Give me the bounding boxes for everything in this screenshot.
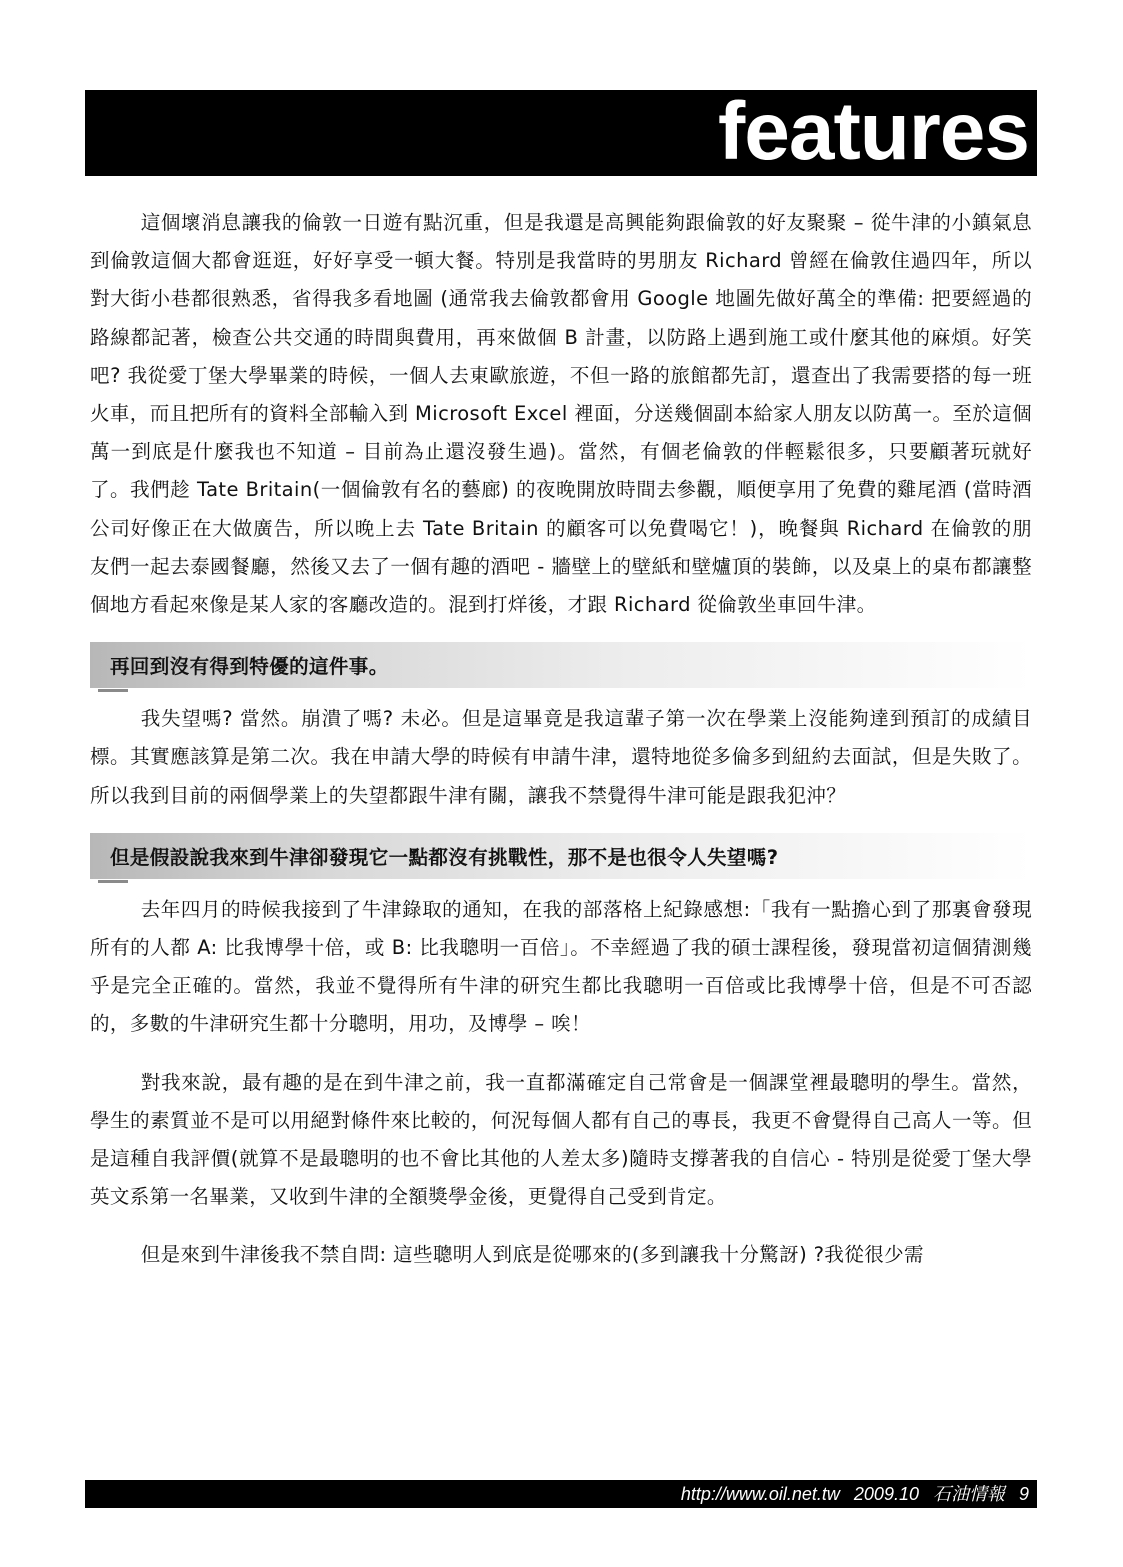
footer-info: [667, 1483, 1029, 1505]
paragraph: 我失望嗎? 當然。崩潰了嗎? 未必。但是這畢竟是我這輩子第一次在學業上沒能夠達到預訂的成績目標。其實應該算是第二次。我在申請大學的時候有申請牛津，還特地從多倫多到紐約去面試，但是失敗了。所以我到目前的兩個學業上的失望都跟牛津有關，讓我不禁覺得牛津可能是跟我犯沖？: [90, 707, 1032, 807]
paragraph: 去年四月的時候我接到了牛津錄取的通知，在我的部落格上紀錄感想:「我有一點擔心到了那裏會發現所有的人都 A: 比我博學十倍，或 B: 比我聰明一百倍」。不幸經過了我的碩士課程後，發現當初這個猜測幾乎是完全正確的。當然，我並不覺得所有牛津的研究生都比我聰明一百倍或比我博學十倍，但是不可否認的，多數的牛津研究生都十分聰明，用功，及博學 – 唉！: [90, 897, 1032, 1036]
header-bar: [85, 86, 1037, 177]
paragraph: 這個壞消息讓我的倫敦一日遊有點沉重，但是我還是高興能夠跟倫敦的好友聚聚 – 從牛津的小鎮氣息到倫敦這個大都會逛逛，好好享受一頓大餐。特別是我當時的男朋友 Richard 曾經在倫敦住過四年，所以對大街小巷都很熟悉，省得我多看地圖 (通常我去倫敦都會用 Google 地圖先做好萬全的準備: 把要經過的路線都記著，檢查公共交通的時間與費用，再來做個 B 計畫，以防路上遇到施工或什麼其他的麻煩。好笑吧? 我從愛丁堡大學畢業的時候，一個人去東歐旅遊，不但一路的旅館都先訂，還查出了我需要搭的每一班火車，而且把所有的資料全部輸入到 Microsoft Excel 裡面，分送幾個副本給家人朋友以防萬一。至於這個萬一到底是什麼我也不知道 – 目前為止還沒發生過)。當然，有個老倫敦的伴輕鬆很多，只要顧著玩就好了。我們趁 Tate Britain(一個倫敦有名的藝廊) 的夜晚開放時間去參觀，順便享用了免費的雞尾酒 (當時酒公司好像正在大做廣告，所以晚上去 Tate Britain 的顧客可以免費喝它！)，晚餐與 Richard 在倫敦的朋友們一起去泰國餐廳，然後又去了一個有趣的酒吧 - 牆壁上的壁紙和壁爐頂的裝飾，以及桌上的桌布都讓整個地方看起來像是某人家的客廳改造的。混到打烊後，才跟 Richard 從倫敦坐車回牛津。: [90, 211, 1032, 617]
paragraph: 但是來到牛津後我不禁自問: 這些聰明人到底是從哪來的(多到讓我十分驚訝) ?我從很少需: [140, 1243, 924, 1267]
paragraph: 對我來說，最有趣的是在到牛津之前，我一直都滿確定自己常會是一個課堂裡最聰明的學生。當然，學生的素質並不是可以用絕對條件來比較的，何況每個人都有自己的專長，我更不會覺得自己高人一等。但是這種自我評價(就算不是最聰明的也不會比其他的人差太多)隨時支撐著我的自信心 - 特別是從愛丁堡大學英文系第一名畢業，又收到牛津的全額獎學金後，更覺得自己受到肯定。: [90, 1070, 1032, 1209]
footer-bar: [85, 1480, 1037, 1508]
page-number: 9: [1018, 1484, 1029, 1504]
section-title: features: [717, 86, 1029, 177]
section-heading-2: [90, 833, 1032, 879]
section-heading-text: 但是假設說我來到牛津卻發現它一點都沒有挑戰性，那不是也很令人失望嗎?: [110, 845, 779, 869]
footer-url: http://www.oil.net.tw: [680, 1484, 840, 1504]
section-heading-1: [90, 642, 1032, 688]
article-body: [90, 204, 1032, 1275]
heading-accent: [98, 689, 128, 692]
section-heading-text: 再回到沒有得到特優的這件事。: [110, 655, 389, 679]
footer-issue: 2009.10: [853, 1484, 919, 1504]
heading-accent: [98, 880, 128, 883]
footer-publication: 石油情報: [932, 1484, 1005, 1504]
